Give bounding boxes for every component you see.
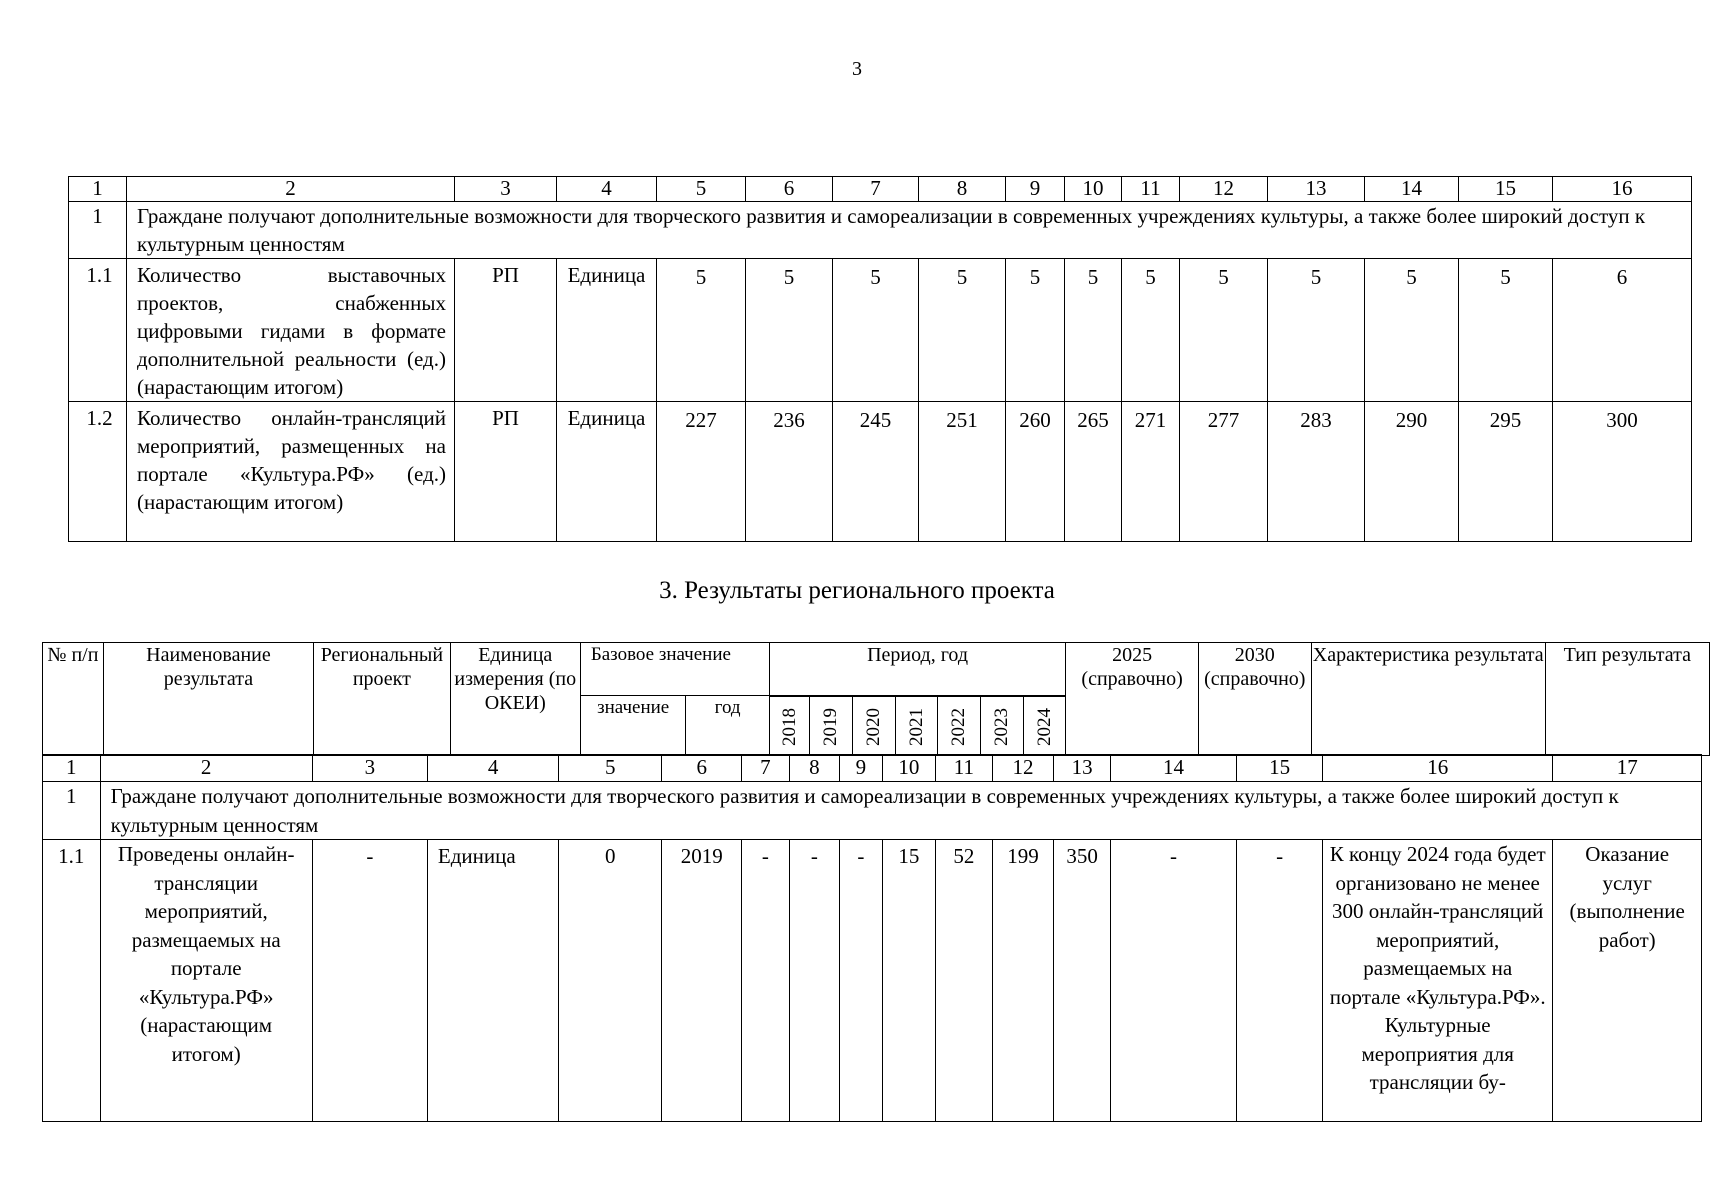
value-cell: 5 xyxy=(833,259,919,402)
goal-text: Граждане получают дополнительные возможности для творческого развития и самореализации в современных учреждениях культуры, а также более широкий доступ к культурным ценностям xyxy=(100,782,1701,840)
col-index: 12 xyxy=(992,755,1054,782)
indicator-unit: Единица xyxy=(557,402,657,542)
value-cell: 5 xyxy=(1122,259,1180,402)
col-index: 15 xyxy=(1459,177,1553,202)
table-row xyxy=(69,402,1692,542)
col-index: 7 xyxy=(833,177,919,202)
result-unit: Единица xyxy=(427,840,558,1122)
value-cell: 5 xyxy=(1065,259,1122,402)
col-index: 8 xyxy=(789,755,840,782)
col-index: 6 xyxy=(746,177,833,202)
col-index: 16 xyxy=(1323,755,1553,782)
value-cell: 290 xyxy=(1365,402,1459,542)
goal-number: 1 xyxy=(43,782,101,840)
col-index: 14 xyxy=(1110,755,1236,782)
year-label: 2023 xyxy=(990,707,1012,746)
value-cell: 5 xyxy=(1365,259,1459,402)
value-2030: - xyxy=(1237,840,1323,1122)
year-label: 2024 xyxy=(1033,707,1055,746)
year-header xyxy=(938,697,981,756)
col-index: 1 xyxy=(69,177,127,202)
page-number: 3 xyxy=(852,58,862,80)
header-number: № п/п xyxy=(43,643,104,756)
base-value: 0 xyxy=(559,840,662,1122)
value-cell: 5 xyxy=(1459,259,1553,402)
value-cell: 5 xyxy=(1268,259,1365,402)
value-cell: 5 xyxy=(657,259,746,402)
header-base-year: год xyxy=(686,696,769,756)
goal-row xyxy=(43,782,1702,840)
col-index: 4 xyxy=(427,755,558,782)
value-cell: 350 xyxy=(1054,840,1111,1122)
row-number: 1.1 xyxy=(69,259,127,402)
column-index-row xyxy=(69,177,1692,202)
col-index: 5 xyxy=(559,755,662,782)
year-label: 2022 xyxy=(948,707,970,746)
col-index: 4 xyxy=(557,177,657,202)
header-base-value: значение xyxy=(580,696,686,756)
section-title: 3. Результаты регионального проекта xyxy=(659,577,1055,604)
results-table xyxy=(42,754,1702,1122)
col-index: 2 xyxy=(100,755,312,782)
col-index: 13 xyxy=(1268,177,1365,202)
year-header xyxy=(810,697,853,756)
value-cell: 15 xyxy=(882,840,936,1122)
col-index: 10 xyxy=(1065,177,1122,202)
result-regional-project: - xyxy=(312,840,427,1122)
value-cell: 245 xyxy=(833,402,919,542)
table-row xyxy=(69,259,1692,402)
value-cell: 199 xyxy=(992,840,1054,1122)
header-name: Наименование результата xyxy=(103,643,313,756)
row-number: 1.1 xyxy=(43,840,101,1122)
value-cell: 265 xyxy=(1065,402,1122,542)
value-cell: 277 xyxy=(1180,402,1268,542)
header-regional-project: Региональный проект xyxy=(314,643,451,756)
header-unit: Единица измерения (по ОКЕИ) xyxy=(450,643,580,756)
value-cell: 251 xyxy=(919,402,1006,542)
value-2025: - xyxy=(1110,840,1236,1122)
header-type: Тип результата xyxy=(1545,643,1709,756)
row-number: 1.2 xyxy=(69,402,127,542)
year-label: 2020 xyxy=(862,707,884,746)
results-table-header xyxy=(42,642,1710,756)
col-index: 6 xyxy=(662,755,742,782)
value-cell: 52 xyxy=(936,840,993,1122)
col-index: 2 xyxy=(127,177,455,202)
header-period: Период, год xyxy=(769,643,1066,696)
value-cell: - xyxy=(789,840,840,1122)
col-index: 1 xyxy=(43,755,101,782)
col-index: 13 xyxy=(1054,755,1111,782)
year-header xyxy=(1023,697,1066,756)
result-characteristic: К концу 2024 года будет организовано не менее 300 онлайн-трансляций мероприятий, размещаемых на портале «Культура.РФ». Культурные мероприятия для трансляции бу- xyxy=(1323,840,1553,1122)
result-name: Проведены онлайн-трансляции мероприятий, размещаемых на портале «Культура.РФ» (нарастающим итогом) xyxy=(100,840,312,1122)
col-index: 3 xyxy=(455,177,557,202)
value-cell: 260 xyxy=(1006,402,1065,542)
value-cell: 271 xyxy=(1122,402,1180,542)
value-cell: 5 xyxy=(1180,259,1268,402)
value-cell: 6 xyxy=(1553,259,1692,402)
column-index-row xyxy=(43,755,1702,782)
value-cell: 227 xyxy=(657,402,746,542)
value-cell: 5 xyxy=(746,259,833,402)
value-cell: 295 xyxy=(1459,402,1553,542)
col-index: 11 xyxy=(936,755,993,782)
value-cell: 236 xyxy=(746,402,833,542)
header-base: Базовое значение xyxy=(580,643,769,696)
year-label: 2019 xyxy=(820,707,842,746)
goal-row xyxy=(69,202,1692,259)
year-header xyxy=(981,697,1024,756)
header-characteristic: Характеристика результата xyxy=(1311,643,1545,756)
year-header xyxy=(852,697,895,756)
col-index: 16 xyxy=(1553,177,1692,202)
col-index: 11 xyxy=(1122,177,1180,202)
value-cell: - xyxy=(840,840,882,1122)
col-index: 10 xyxy=(882,755,936,782)
result-type: Оказание услуг (выполнение работ) xyxy=(1553,840,1702,1122)
year-header xyxy=(895,697,938,756)
base-year: 2019 xyxy=(662,840,742,1122)
col-index: 9 xyxy=(1006,177,1065,202)
col-index: 8 xyxy=(919,177,1006,202)
table-row xyxy=(43,840,1702,1122)
col-index: 14 xyxy=(1365,177,1459,202)
year-header xyxy=(769,697,810,756)
value-cell: 300 xyxy=(1553,402,1692,542)
col-index: 9 xyxy=(840,755,882,782)
value-cell: 5 xyxy=(919,259,1006,402)
indicator-unit: Единица xyxy=(557,259,657,402)
header-2030: 2030 (справочно) xyxy=(1198,643,1311,756)
indicator-level: РП xyxy=(455,402,557,542)
goal-number: 1 xyxy=(69,202,127,259)
col-index: 12 xyxy=(1180,177,1268,202)
col-index: 7 xyxy=(742,755,789,782)
col-index: 15 xyxy=(1237,755,1323,782)
col-index: 17 xyxy=(1553,755,1702,782)
value-cell: 5 xyxy=(1006,259,1065,402)
col-index: 5 xyxy=(657,177,746,202)
col-index: 3 xyxy=(312,755,427,782)
indicator-name: Количество онлайн-трансляций мероприятий, размещенных на портале «Культура.РФ» (ед.) (нарастающим итогом) xyxy=(127,402,455,542)
indicator-level: РП xyxy=(455,259,557,402)
value-cell: - xyxy=(742,840,789,1122)
indicators-table xyxy=(68,176,1692,542)
value-cell: 283 xyxy=(1268,402,1365,542)
indicator-name: Количество выставочных проектов, снабженных цифровыми гидами в формате дополнительной реальности (ед.) (нарастающим итогом) xyxy=(127,259,455,402)
goal-text: Граждане получают дополнительные возможности для творческого развития и самореализации в современных учреждениях культуры, а также более широкий доступ к культурным ценностям xyxy=(127,202,1692,259)
year-label: 2018 xyxy=(778,707,800,746)
year-label: 2021 xyxy=(905,707,927,746)
header-2025: 2025 (справочно) xyxy=(1066,643,1198,756)
